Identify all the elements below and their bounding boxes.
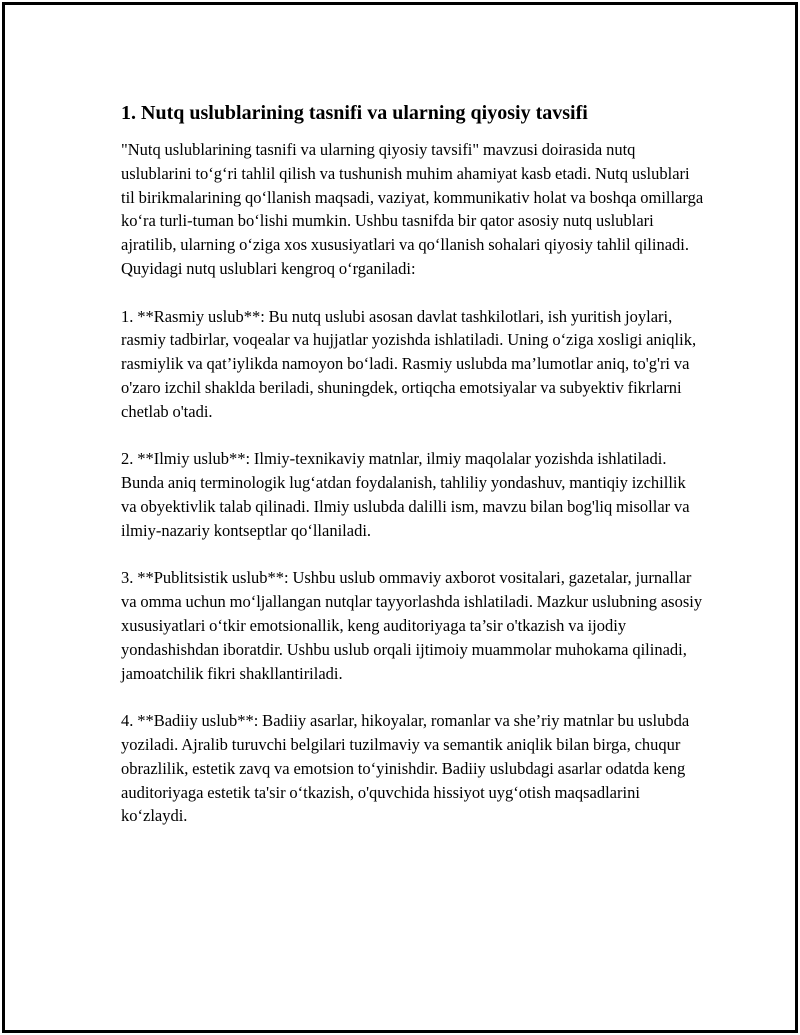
ilmiy-uslub-paragraph: 2. **Ilmiy uslub**: Ilmiy-texnikaviy matnlar, ilmiy maqolalar yozishda ishlatiladi. Bunda aniq terminologik lug‘atdan foydalanish, tahliliy yondashuv, mantiqiy izchillik va obyektivlik talab qilinadi. Ilmiy uslubda dalilli ism, mavzu bilan bog'liq misollar va ilmiy-nazariy kontseptlar qo‘llaniladi.: [121, 449, 690, 540]
section-heading: 1. Nutq uslublarining tasnifi va ularning qiyosiy tavsifi: [121, 102, 588, 124]
intro-paragraph: "Nutq uslublarining tasnifi va ularning qiyosiy tavsifi" mavzusi doirasida nutq uslublarini to‘g‘ri tahlil qilish va tushunish muhim ahamiyat kasb etadi. Nutq uslublari til birikmalarining qo‘llanish maqsadi, vaziyat, kommunikativ holat va boshqa omillarga ko‘ra turli-tuman bo‘lishi mumkin. Ushbu tasnifda bir qator asosiy nutq uslublari ajratilib, ularning o‘ziga xos xususiyatlari va qo‘llanish sohalari qiyosiy tahlil qilinadi. Quyidagi nutq uslublari kengroq o‘rganiladi:: [121, 140, 704, 278]
document-body: [121, 99, 705, 852]
page-frame: [2, 2, 798, 1033]
rasmiy-uslub-paragraph: 1. **Rasmiy uslub**: Bu nutq uslubi asosan davlat tashkilotlari, ish yuritish joylari, rasmiy tadbirlar, voqealar va hujjatlar yozishda ishlatiladi. Uning o‘ziga xosligi aniqlik, rasmiylik va qat’iylikda namoyon bo‘ladi. Rasmiy uslubda ma’lumotlar aniq, to'g'ri va o'zaro izchil shaklda beriladi, shuningdek, ortiqcha emotsiyalar va subyektiv fikrlarni chetlab o'tadi.: [121, 306, 697, 421]
badiiy-uslub-paragraph: 4. **Badiiy uslub**: Badiiy asarlar, hikoyalar, romanlar va she’riy matnlar bu uslubda yoziladi. Ajralib turuvchi belgilari tuzilmaviy va semantik aniqlik bilan birga, chuqur obrazlilik, estetik zavq va emotsion to‘yinishdir. Badiiy uslubdagi asarlar odatda keng auditoriyaga estetik ta'sir o‘tkazish, o'quvchida hissiyot uyg‘otish maqsadlarini ko‘zlaydi.: [121, 711, 690, 826]
publitsistik-uslub-paragraph: 3. **Publitsistik uslub**: Ushbu uslub ommaviy axborot vositalari, gazetalar, jurnallar va omma uchun mo‘ljallangan nutqlar tayyorlashda ishlatiladi. Mazkur uslubning asosiy xususiyatlari o‘tkir emotsionallik, keng auditoriyaga ta’sir o'tkazish va ijodiy yondashishdan iboratdir. Ushbu uslub orqali ijtimoiy muammolar muhokama qilinadi, jamoatchilik fikri shakllantiriladi.: [121, 568, 703, 683]
